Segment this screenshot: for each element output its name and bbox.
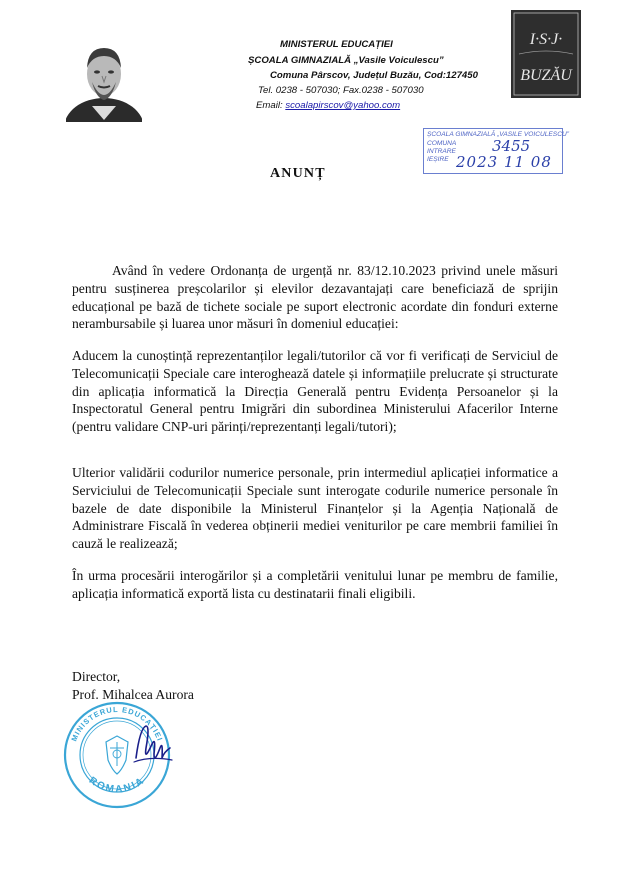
svg-text:MINISTERUL EDUCAȚIEI: MINISTERUL EDUCAȚIEI — [69, 704, 165, 743]
svg-text:ROMANIA: ROMANIA — [86, 775, 148, 796]
registration-stamp-school: ȘCOALA GIMNAZIALĂ „VASILE VOICULESCU” — [427, 131, 569, 138]
phone-fax: Tel. 0238 - 507030; Fax.0238 - 507030 — [258, 85, 424, 96]
paragraph-verification: Aducem la cunoștință reprezentanților legali/tutorilor că vor fi verificați de Serviciul de Telecomunicații Speciale care interoghează datele și informațiile prelucrate și structurate din aplicația informatică la Direcția Generală pentru Evidența Persoanelor și la Inspectoratul General pentru Imigrări din subordinea Ministerului Afacerilor Interne (pentru validare CNP-uri părinți/reprezentanți legali/tutori); — [72, 348, 558, 435]
registration-number: 3455 — [492, 137, 531, 155]
registration-stamp-commune: COMUNA — [427, 140, 457, 147]
registration-stamp-in: INTRARE — [427, 148, 456, 155]
paragraph-validation: Ulterior validării codurilor numerice personale, prin intermediul aplicației informatice a Serviciului de Telecomunicații Speciale sunt interogate codurile numerice personale în bazele de date disponibile la Ministerul Finanțelor și la Agenția Națională de Administrare Fiscală în vederea obținerii mediei veniturilor pe care membrii familiei în cauză le realizează; — [72, 465, 558, 552]
svg-text:I·S·J·: I·S·J· — [529, 31, 563, 48]
ministry-name: MINISTERUL EDUCAȚIEI — [280, 39, 393, 50]
paragraph-intro: Având în vedere Ordonanța de urgență nr. 83/12.10.2023 privind unele măsuri pentru susținerea preșcolarilor și elevilor dezavantajați care beneficiază de sprijin educațional pe bază de tichete sociale pe suport electronic acordate din fonduri externe nerambursabile și luarea unor măsuri în domeniul educației: — [72, 263, 558, 332]
school-name: ȘCOALA GIMNAZIALĂ „Vasile Voiculescu” — [248, 55, 444, 66]
registration-stamp — [423, 128, 569, 174]
email-line — [256, 99, 400, 114]
paragraph-export: În urma procesării interogărilor și a completării venitului lunar pe membru de familie, aplicația informatică exportă lista cu destinatarii finali eligibili. — [72, 568, 558, 601]
email-label: Email: — [256, 100, 286, 111]
registration-stamp-out: IEȘIRE — [427, 156, 449, 163]
school-address: Comuna Pârscov, Județul Buzău, Cod:127450 — [270, 70, 478, 81]
director-name: Prof. Mihalcea Aurora — [72, 686, 194, 702]
director-role: Director, — [72, 669, 121, 684]
isj-buzau-logo — [511, 10, 581, 98]
signature-block — [72, 668, 194, 704]
svg-text:BUZĂU: BUZĂU — [520, 67, 572, 84]
document-title: ANUNȚ — [270, 166, 326, 181]
registration-date: 2023 11 08 — [456, 153, 552, 171]
email-link[interactable]: scoalapirscov@yahoo.com — [285, 100, 401, 111]
director-signature — [130, 718, 174, 772]
portrait-image — [66, 36, 142, 122]
